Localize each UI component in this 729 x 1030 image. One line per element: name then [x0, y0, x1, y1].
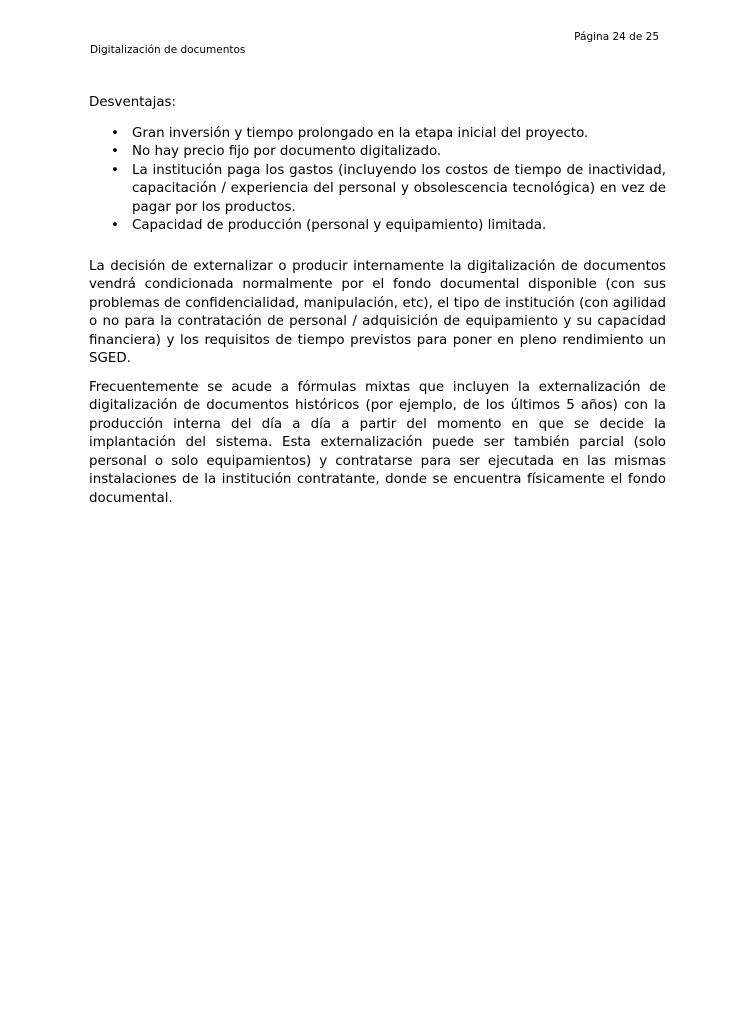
list-item-text: Gran inversión y tiempo prolongado en la etapa inicial del proyecto. [132, 125, 589, 141]
list-item-text: No hay precio fijo por documento digitalizado. [132, 144, 442, 159]
disadvantages-list [89, 125, 666, 236]
paragraph-decision: La decisión de externalizar o producir internamente la digitalización de documentos vendrá condicionada normalmente por el fondo documental disponible (con sus problemas de confidencialidad, manipulación, etc), el tipo de institución (con agilidad o no para la contratación de personal / adquisición de equipamiento y su capacidad financiera) y los requisitos de tiempo previstos para poner en pleno rendimiento un SGED. [89, 258, 666, 366]
bullet-icon: • [111, 162, 119, 178]
section-heading: Desventajas: [89, 95, 177, 110]
paragraph-mixed-formulas: Frecuentemente se acude a fórmulas mixtas que incluyen la externalización de digitalización de documentos históricos (por ejemplo, de los últimos 5 años) con la producción interna del día a día a partir del momento en que se decide la implantación del sistema. Esta externalización puede ser también parcial (solo personal o solo equipamientos) y contratarse para ser ejecutada en las mismas instalaciones de la institución contratante, donde se encuentra físicamente el fondo documental. [89, 379, 666, 506]
bullet-icon: • [111, 218, 119, 233]
list-item [89, 217, 666, 236]
page-content [89, 94, 666, 518]
list-item-text: Capacidad de producción (personal y equipamiento) limitada. [132, 218, 547, 233]
list-item [89, 162, 666, 218]
page-number: Página 24 de 25 [574, 31, 659, 43]
list-item-text: La institución paga los gastos (incluyendo los costos de tiempo de inactividad, capacitación / experiencia del personal y obsolescencia tecnológica) en vez de pagar por los productos. [132, 162, 666, 215]
list-item [89, 143, 666, 162]
list-item [89, 125, 666, 144]
bullet-icon: • [111, 144, 119, 159]
document-title: Digitalización de documentos [90, 44, 246, 56]
bullet-icon: • [111, 125, 119, 141]
